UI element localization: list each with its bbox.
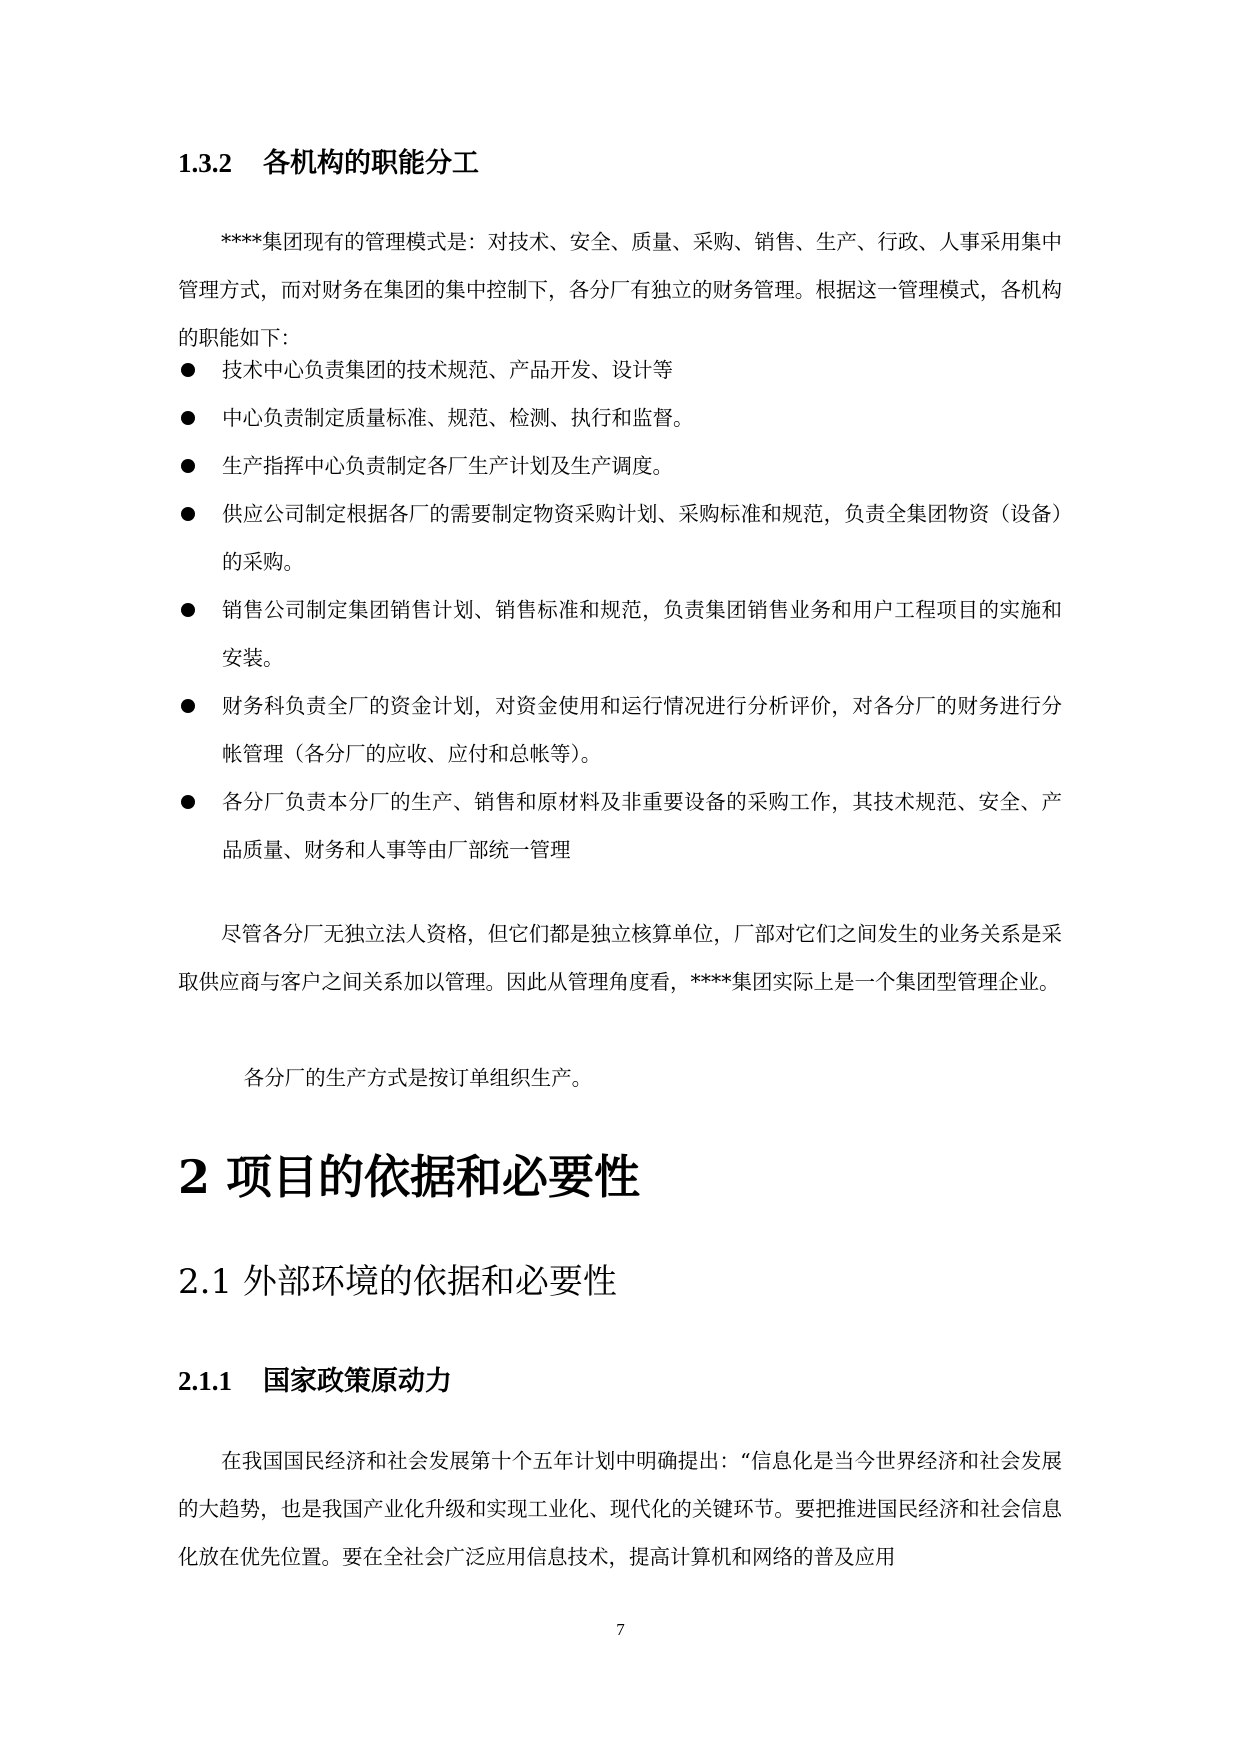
section-heading-2-1: 2.1 外部环境的依据和必要性 [178,1262,617,1302]
bullet-icon [181,699,195,713]
list-item [178,778,1062,874]
list-item-text: 各分厂负责本分厂的生产、销售和原材料及非重要设备的采购工作，其技术规范、安全、产品质量、财务和人事等由厂部统一管理 [222,790,1062,862]
bullet-icon [181,507,195,521]
summary-paragraph: 尽管各分厂无独立法人资格，但它们都是独立核算单位，厂部对它们之间发生的业务关系是采取供应商与客户之间关系加以管理。因此从管理角度看，****集团实际上是一个集团型管理企业。 [178,922,1062,994]
intro-paragraph: ****集团现有的管理模式是：对技术、安全、质量、采购、销售、生产、行政、人事采用集中管理方式，而对财务在集团的集中控制下，各分厂有独立的财务管理。根据这一管理模式，各机构的职能如下： [178,230,1062,350]
list-item-text: 生产指挥中心负责制定各厂生产计划及生产调度。 [222,454,673,478]
bullet-icon [181,363,195,377]
bullet-icon [181,459,195,473]
list-item [178,490,1062,586]
intro-paragraph-container [178,218,1062,362]
policy-paragraph: 在我国国民经济和社会发展第十个五年计划中明确提出：“信息化是当今世界经济和社会发展的大趋势，也是我国产业化升级和实现工业化、现代化的关键环节。要把推进国民经济和社会信息化放在优先位置。要在全社会广泛应用信息技术，提高计算机和网络的普及应用 [178,1449,1062,1569]
summary-paragraph-container [178,910,1062,1006]
list-item [178,394,1062,442]
section-number: 1.3.2 [178,148,232,178]
list-item-text: 中心负责制定质量标准、规范、检测、执行和监督。 [222,406,694,430]
production-paragraph: 各分厂的生产方式是按订单组织生产。 [243,1066,593,1090]
production-paragraph-container [178,1054,1062,1102]
list-item [178,442,1062,490]
list-item-text: 财务科负责全厂的资金计划，对资金使用和运行情况进行分析评价，对各分厂的财务进行分帐管理（各分厂的应收、应付和总帐等）。 [222,694,1062,766]
section-heading-1-3-2 [178,143,1062,184]
list-item [178,586,1062,682]
list-item [178,682,1062,778]
section-heading-2-1-1 [178,1361,1062,1402]
page-number: 7 [616,1620,625,1639]
section-title: 各机构的职能分工 [263,148,479,179]
bullet-icon [181,795,195,809]
section-title: 国家政策原动力 [263,1366,452,1397]
bullet-icon [181,411,195,425]
section-number: 2.1.1 [178,1366,232,1396]
list-item-text: 销售公司制定集团销售计划、销售标准和规范，负责集团销售业务和用户工程项目的实施和安装。 [222,598,1062,670]
bullet-icon [181,603,195,617]
list-item [178,346,1062,394]
list-item-text: 供应公司制定根据各厂的需要制定物资采购计划、采购标准和规范，负责全集团物资（设备）的采购。 [222,502,1062,574]
list-item-text: 技术中心负责集团的技术规范、产品开发、设计等 [222,358,673,382]
chapter-heading-2: 2 项目的依据和必要性 [178,1150,641,1204]
policy-paragraph-container [178,1437,1062,1581]
function-list [178,346,1062,874]
